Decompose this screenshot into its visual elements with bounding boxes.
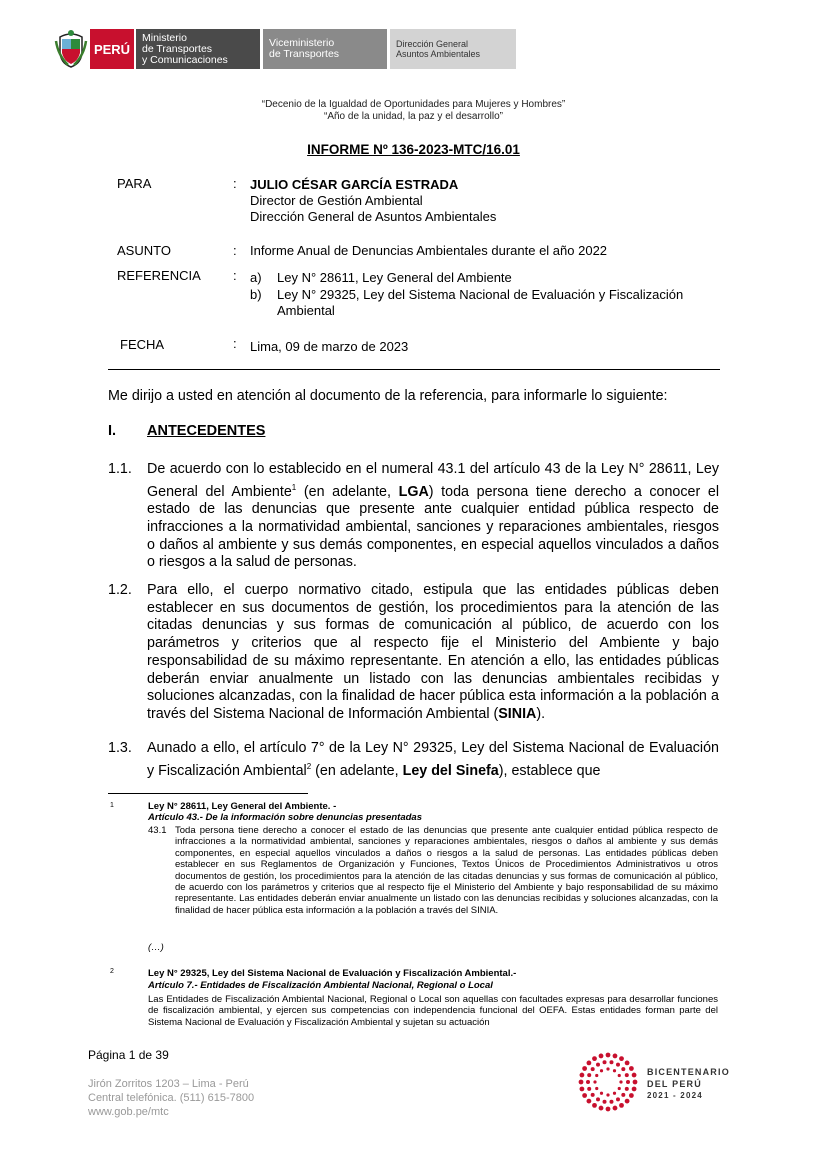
para-direction: Dirección General de Asuntos Ambientales bbox=[250, 209, 497, 224]
bicentenario-dot bbox=[580, 1087, 585, 1092]
vice-line: de Transportes bbox=[269, 48, 340, 60]
bicentenario-dot bbox=[618, 1074, 621, 1077]
bicentenario-dot bbox=[621, 1067, 625, 1071]
fecha-label: FECHA bbox=[120, 337, 165, 352]
bicentenario-dot bbox=[609, 1100, 613, 1104]
report-title: INFORME Nº 136-2023-MTC/16.01 bbox=[307, 142, 520, 157]
anio-line: “Año de la unidad, la paz y el desarrollo” bbox=[324, 111, 503, 122]
bicentenario-dot bbox=[599, 1106, 604, 1111]
para-name: JULIO CÉSAR GARCÍA ESTRADA bbox=[250, 177, 459, 192]
bicentenario-dot bbox=[596, 1097, 600, 1101]
section-number: I. bbox=[108, 423, 117, 439]
bicentenario-dot bbox=[619, 1056, 624, 1061]
bicentenario-dot bbox=[600, 1069, 603, 1072]
ref-a-text: Ley N° 28611, Ley General del Ambiente bbox=[277, 270, 512, 285]
bicentenario-dot bbox=[633, 1080, 638, 1085]
section-title: ANTECEDENTES bbox=[147, 423, 266, 439]
peru-label: PERÚ bbox=[93, 41, 131, 57]
bicentenario-dot bbox=[625, 1061, 630, 1066]
bicentenario-dot bbox=[629, 1066, 634, 1071]
footnote-1-text: Toda persona tiene derecho a conocer el estado de las denuncias que presente ante cualquier entidad pública respecto de infracciones a la normatividad ambiental, sanciones y reparaciones ambientales, riesgos o daños al ambiente y sus demás componentes, en especial aquellos vinculados a daños o riesgos a la salud de personas. Las entidades públicas deben establecer en sus Reglamentos de Organización y Funciones, Textos Únicos de Procedimientos Administrativos u otros documentos de gestión, los procedimientos para la atención de las citadas denuncias y sus formas de comunicación al público, de acuerdo con los parámetros y criterios que al respecto fije el Ministerio del Ambiente y bajo responsabilidad de su máximo representante. Las entidades deberán enviar anualmente un listado con las denuncias recibidas y soluciones alcanzadas, con la finalidad de hacer pública esta información a la población a través del SINIA. bbox=[175, 825, 718, 916]
bicentenario-dot bbox=[582, 1066, 587, 1071]
bicentenario-dot bbox=[606, 1053, 611, 1058]
footer-web[interactable]: www.gob.pe/mtc bbox=[88, 1106, 169, 1118]
bicentenario-dot bbox=[606, 1107, 611, 1112]
footnote-marker: 2 bbox=[110, 968, 114, 975]
paragraph-1-3: Aunado a ello, el artículo 7° de la Ley N° 29325, Ley del Sistema Nacional de Evaluación y Fiscalización Ambiental$^2$ (en adelante, Ley del Sinefa), establece que bbox=[147, 740, 719, 779]
bicentenario-dot bbox=[606, 1067, 609, 1070]
asunto-text: Informe Anual de Denuncias Ambientales durante el año 2022 bbox=[250, 243, 608, 258]
ref-b-marker: b) bbox=[250, 287, 262, 302]
footnote-ref[interactable]: 1 bbox=[291, 482, 297, 492]
asunto-label: ASUNTO bbox=[117, 243, 171, 258]
paragraph-number: 1.2. bbox=[108, 582, 132, 598]
footnote-1-number: 43.1 bbox=[148, 825, 167, 836]
vice-ministry-brand bbox=[263, 29, 387, 69]
bicentenario-line: BICENTENARIO bbox=[647, 1067, 730, 1077]
fecha-text: Lima, 09 de marzo de 2023 bbox=[250, 339, 409, 354]
paragraph-number: 1.1. bbox=[108, 461, 132, 477]
footnote-ref[interactable]: 2 bbox=[306, 761, 312, 771]
paragraph-1-2: Para ello, el cuerpo normativo citado, estipula que las entidades públicas deben establecer en sus documentos de gestión, los procedimientos para la atención de las citadas denuncias y sus formas de comunicación al público, de acuerdo con los parámetros y criterios que al respecto fije el Ministerio del Ambiente y bajo responsabilidad de su máximo representante. En atención a ello, las entidades públicas deberán enviar anualmente un listado con las denuncias ambientales recibidas y soluciones alcanzadas, con la finalidad de hacer pública esta información a la población a través del Sistema Nacional de Información Ambiental (SINIA). bbox=[147, 582, 719, 722]
bicentenario-line: 2021 - 2024 bbox=[647, 1091, 703, 1100]
footer-address: Jirón Zorritos 1203 – Lima - Perú bbox=[88, 1078, 249, 1090]
bicentenario-dot bbox=[587, 1073, 591, 1077]
direction-line: Asuntos Ambientales bbox=[396, 49, 481, 59]
footnote-2-title: Ley N° 29325, Ley del Sistema Nacional de Evaluación y Fiscalización Ambiental.- bbox=[148, 968, 517, 979]
footer-phone: Central telefónica. (511) 615-7800 bbox=[88, 1092, 255, 1104]
peru-brand bbox=[90, 29, 134, 69]
colon: : bbox=[233, 336, 237, 351]
footnote-1-ellipsis: (…) bbox=[148, 942, 164, 953]
para-label: PARA bbox=[117, 176, 152, 191]
colon: : bbox=[233, 243, 237, 258]
bicentenario-dot bbox=[618, 1087, 621, 1090]
bicentenario-dot bbox=[596, 1063, 600, 1067]
paragraph-1-1: De acuerdo con lo establecido en el numeral 43.1 del artículo 43 de la Ley N° 28611, Ley General del Ambiente$^1$ (en adelante, LGA) toda persona tiene derecho a conocer el estado de las denuncias que presente ante cualquier entidad pública respecto de infracciones a la normatividad ambiental, sanciones y reparaciones ambientales, riesgos o daños al ambiente y sus demás componentes, en especial aquellos vinculados a daños o riesgos a la salud de personas. bbox=[147, 461, 719, 571]
ref-a-marker: a) bbox=[250, 270, 262, 285]
ministry-brand bbox=[136, 29, 260, 69]
ministry-line: y Comunicaciones bbox=[142, 53, 228, 66]
bicentenario-dot bbox=[592, 1056, 597, 1061]
coat-of-arms-icon bbox=[54, 29, 88, 69]
colon: : bbox=[233, 268, 237, 283]
bicentenario-dot bbox=[621, 1093, 625, 1097]
bicentenario-dot bbox=[632, 1073, 637, 1078]
bicentenario-dot bbox=[625, 1099, 630, 1104]
vice-line: Viceministerio bbox=[269, 37, 335, 49]
bicentenario-dot bbox=[587, 1061, 592, 1066]
bicentenario-dot bbox=[609, 1060, 613, 1064]
intro-text: Me dirijo a usted en atención al documento de la referencia, para informarle lo siguiente: bbox=[108, 388, 668, 404]
bicentenario-dot bbox=[632, 1087, 637, 1092]
bicentenario-text bbox=[647, 1066, 730, 1102]
bicentenario-dot bbox=[586, 1080, 590, 1084]
bicentenario-dot bbox=[613, 1092, 616, 1095]
bicentenario-line: DEL PERÚ bbox=[647, 1079, 702, 1089]
bicentenario-dot bbox=[616, 1063, 620, 1067]
ministry-line: Ministerio bbox=[142, 31, 187, 44]
bicentenario-dot bbox=[591, 1093, 595, 1097]
bicentenario-dot bbox=[626, 1080, 630, 1084]
bicentenario-dot bbox=[616, 1097, 620, 1101]
bicentenario-dot bbox=[595, 1074, 598, 1077]
footnote-marker: 1 bbox=[110, 802, 114, 809]
bicentenario-dot bbox=[613, 1054, 618, 1059]
bicentenario-dot bbox=[582, 1093, 587, 1098]
bicentenario-dot bbox=[629, 1093, 634, 1098]
bicentenario-dot bbox=[613, 1069, 616, 1072]
bicentenario-dot bbox=[592, 1103, 597, 1108]
bicentenario-dot bbox=[587, 1099, 592, 1104]
bicentenario-dot bbox=[579, 1080, 584, 1085]
bicentenario-dot bbox=[580, 1073, 585, 1078]
decenio-header bbox=[0, 99, 827, 123]
page-number: Página 1 de 39 bbox=[88, 1048, 169, 1062]
ref-b-text-cont: Ambiental bbox=[277, 303, 335, 318]
referencia-label: REFERENCIA bbox=[117, 268, 201, 283]
direction-line: Dirección General bbox=[396, 39, 469, 49]
footnote-divider bbox=[108, 793, 308, 794]
bicentenario-dot bbox=[587, 1087, 591, 1091]
bicentenario-dot bbox=[595, 1087, 598, 1090]
footnote-2-text: Las Entidades de Fiscalización Ambiental Nacional, Regional o Local son aquellas con facultades expresas para desarrollar funciones de fiscalización ambiental, y ejercen sus competencias con independencia funcional del OEFA. Estas entidades forman parte del Sistema Nacional de Evaluación y Fiscalización Ambiental y sujetan su actuación bbox=[148, 994, 718, 1028]
bicentenario-dot bbox=[619, 1080, 622, 1083]
colon: : bbox=[233, 176, 237, 191]
bicentenario-dot bbox=[606, 1093, 609, 1096]
bicentenario-dot bbox=[600, 1092, 603, 1095]
bicentenario-dot bbox=[603, 1100, 607, 1104]
footnote-1-article: Artículo 43.- De la información sobre denuncias presentadas bbox=[148, 812, 422, 823]
bicentenario-dot bbox=[625, 1087, 629, 1091]
bicentenario-dot bbox=[593, 1080, 596, 1083]
ref-b-text: Ley N° 29325, Ley del Sistema Nacional de Evaluación y Fiscalización bbox=[277, 287, 684, 302]
bicentenario-dot bbox=[603, 1060, 607, 1064]
bicentenario-dot bbox=[599, 1054, 604, 1059]
decenio-line: “Decenio de la Igualdad de Oportunidades para Mujeres y Hombres” bbox=[261, 99, 566, 110]
footnote-2-article: Artículo 7.- Entidades de Fiscalización Ambiental Nacional, Regional o Local bbox=[148, 980, 493, 991]
direction-brand bbox=[390, 29, 516, 69]
bicentenario-dot bbox=[591, 1067, 595, 1071]
meta-divider bbox=[108, 369, 720, 370]
bicentenario-dot bbox=[619, 1103, 624, 1108]
footnote-1-title: Ley N° 28611, Ley General del Ambiente. - bbox=[148, 801, 337, 812]
bicentenario-logo-icon bbox=[578, 1052, 638, 1112]
paragraph-number: 1.3. bbox=[108, 740, 132, 756]
para-role: Director de Gestión Ambiental bbox=[250, 193, 423, 208]
bicentenario-dot bbox=[613, 1106, 618, 1111]
bicentenario-dot bbox=[625, 1073, 629, 1077]
ministry-line: de Transportes bbox=[142, 42, 213, 55]
